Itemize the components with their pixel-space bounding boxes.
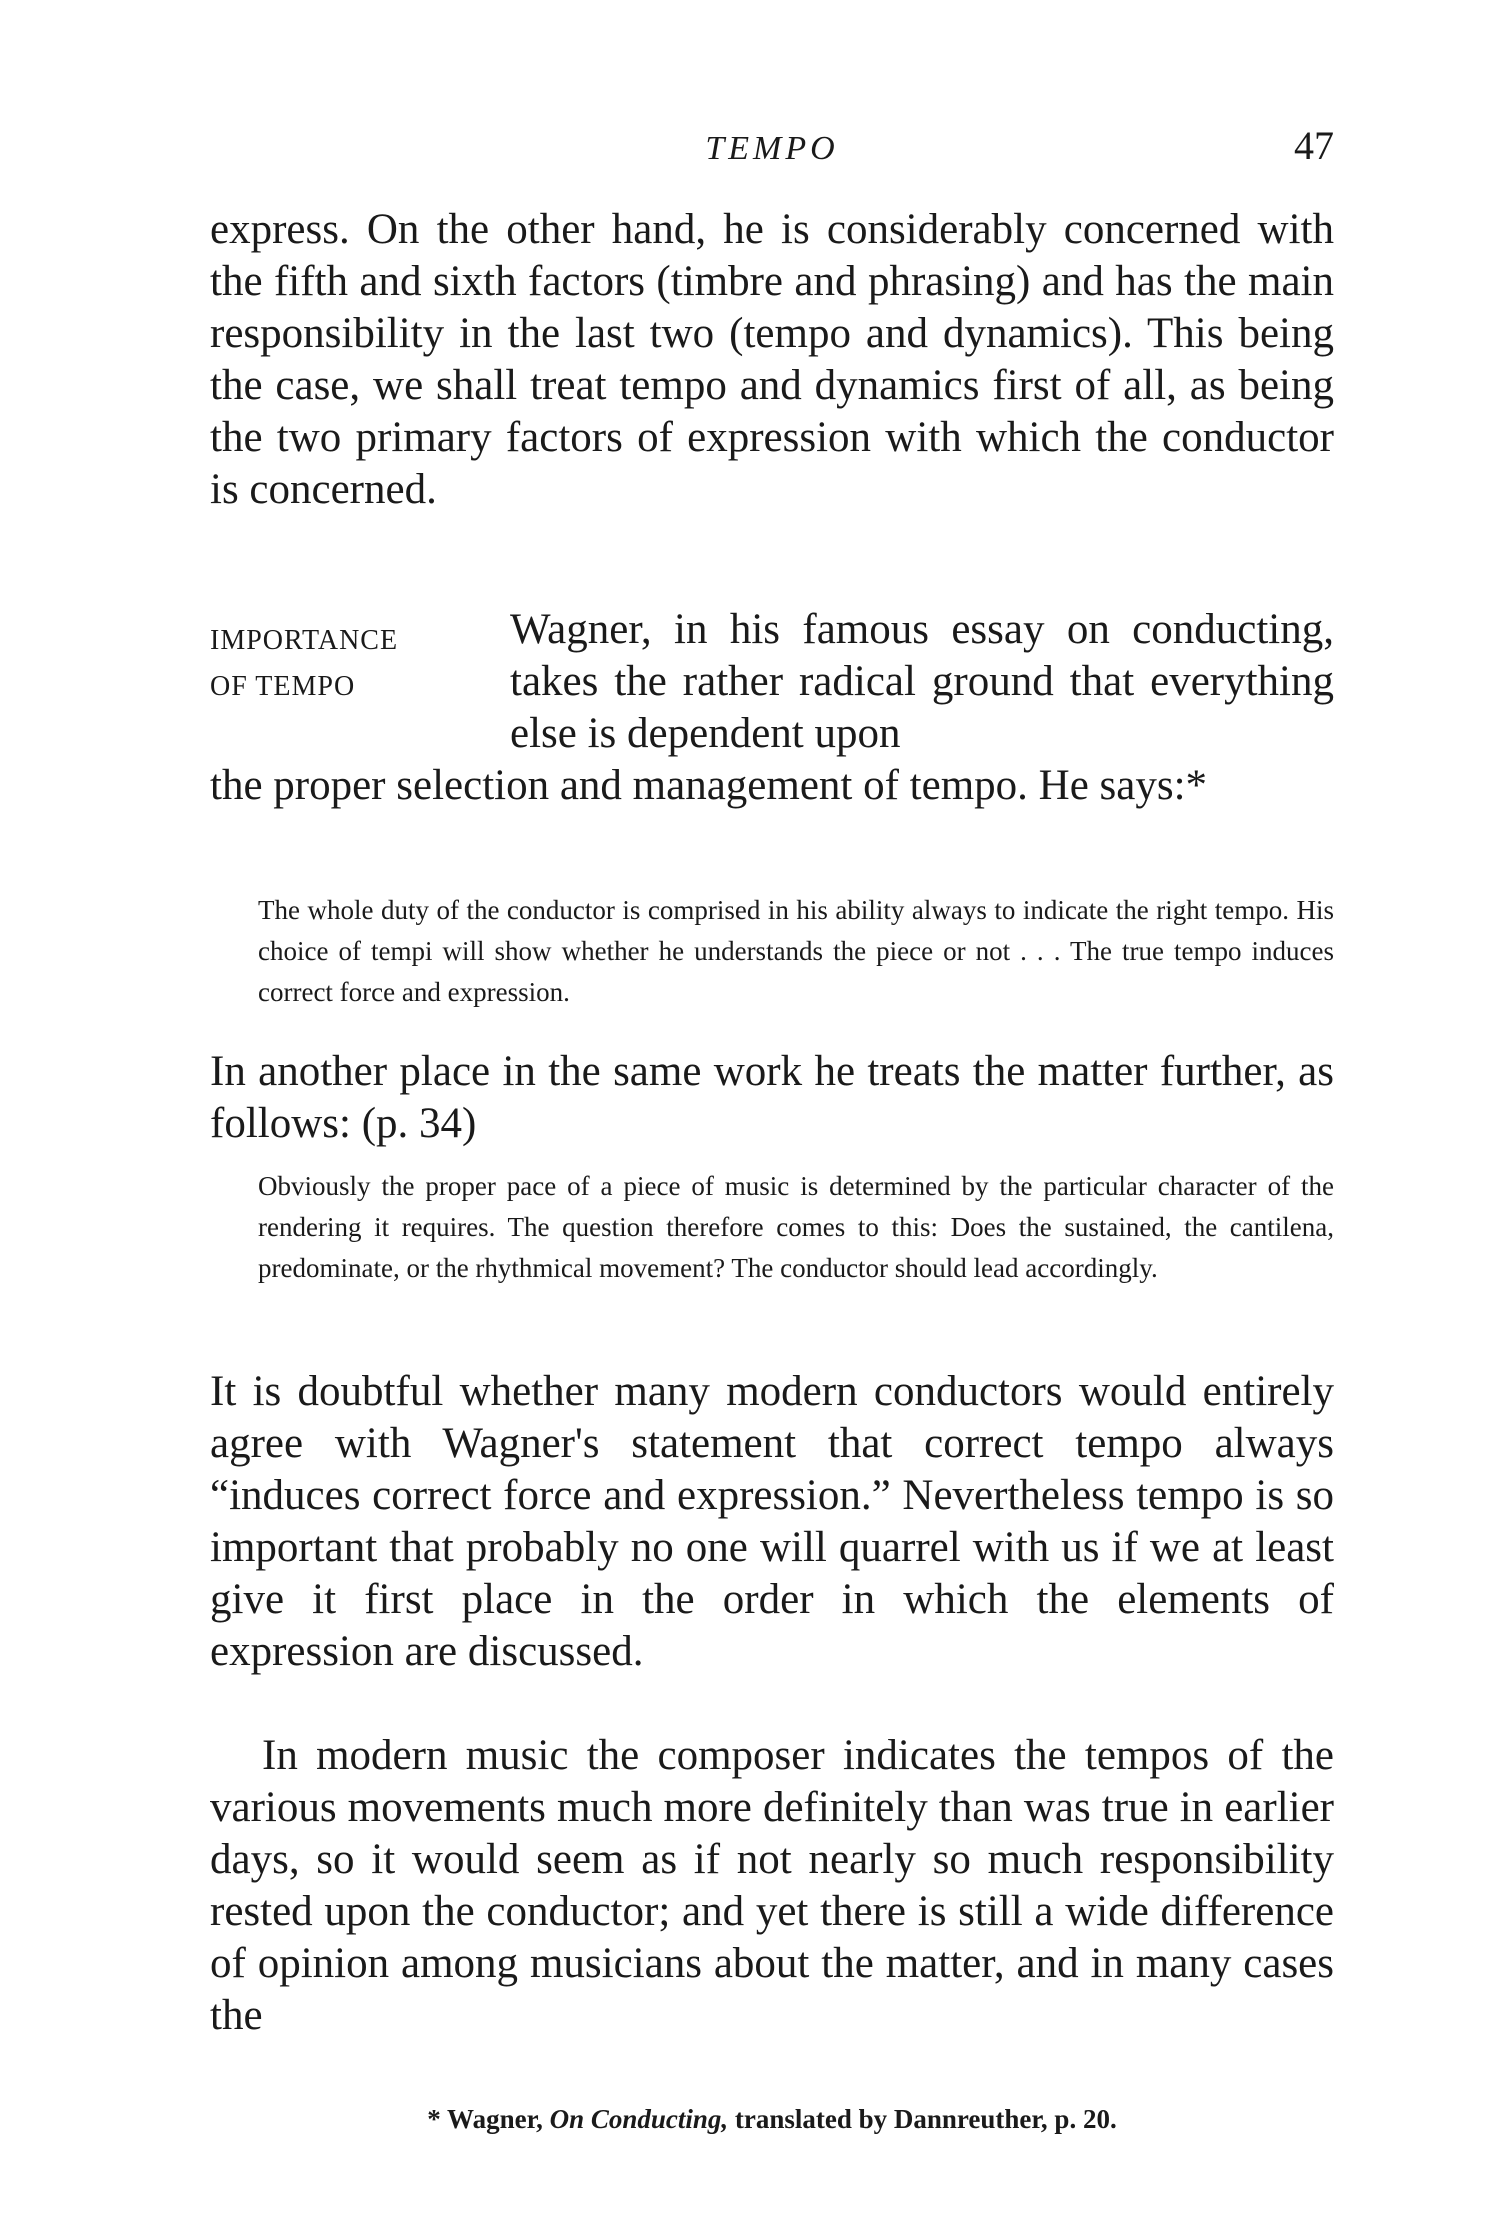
block-quote-2 [258, 1166, 1334, 1289]
footnote [210, 2104, 1334, 2135]
block-quote-1-text: The whole duty of the conductor is comprised in his ability always to indicate the right tempo. His choice of tempi will show whether he understands the piece or not . . . The true tempo induces correct force and expression. [258, 895, 1334, 1007]
paragraph-1-text: express. On the other hand, he is considerably concerned with the fifth and sixth factors (timbre and phrasing) and has the main responsibility in the last two (tempo and dynamics). This being the case, we shall treat tempo and dynamics first of all, as being the two primary factors of expression with which the conductor is concerned. [210, 206, 1334, 513]
side-heading-line-1: IMPORTANCE [210, 625, 399, 656]
paragraph-3-text: In another place in the same work he treats the matter further, as follows: (p. 34) [210, 1048, 1334, 1147]
footnote-marker: * Wagner, [427, 2104, 543, 2134]
paragraph-5 [210, 1730, 1334, 2042]
paragraph-4-text: It is doubtful whether many modern conductors would entirely agree with Wagner's statement that correct tempo always “induces correct force and expression.” Nevertheless tempo is so important that probably no one will quarrel with us if we at least give it first place in the order in which the elements of expression are discussed. [210, 1368, 1334, 1675]
paragraph-3 [210, 1046, 1334, 1150]
block-quote-1 [258, 890, 1334, 1013]
block-quote-2-text: Obviously the proper pace of a piece of music is determined by the particular character of the rendering it requires. The question therefore comes to this: Does the sustained, the cantilena, predominate, or the rhythmical movement? The conductor should lead accordingly. [258, 1171, 1334, 1283]
footnote-work-title: On Conducting, [549, 2104, 729, 2134]
paragraph-4 [210, 1366, 1334, 1678]
paragraph-2-rest: the proper selection and management of tempo. He says:* [210, 762, 1208, 809]
page-number: 47 [1294, 123, 1334, 168]
paragraph-5-text: In modern music the composer indicates the tempos of the various movements much more definitely than was true in earlier days, so it would seem as if not nearly so much responsibility rested upon the conductor; and yet there is still a wide difference of opinion among musicians about the matter, and in many cases the [210, 1732, 1334, 2039]
paragraph-1 [210, 204, 1334, 516]
paragraph-2-start: Wagner, in his famous essay on conducting, takes the rather radical ground that everything else is dependent upon [510, 606, 1334, 757]
side-heading-line-2: OF TEMPO [210, 671, 356, 702]
paragraph-2-continued [210, 760, 1334, 812]
running-head [210, 122, 1334, 182]
footnote-rest: translated by Dannreuther, p. 20. [734, 2104, 1117, 2134]
side-heading [210, 618, 398, 710]
running-title: TEMPO [705, 130, 839, 167]
